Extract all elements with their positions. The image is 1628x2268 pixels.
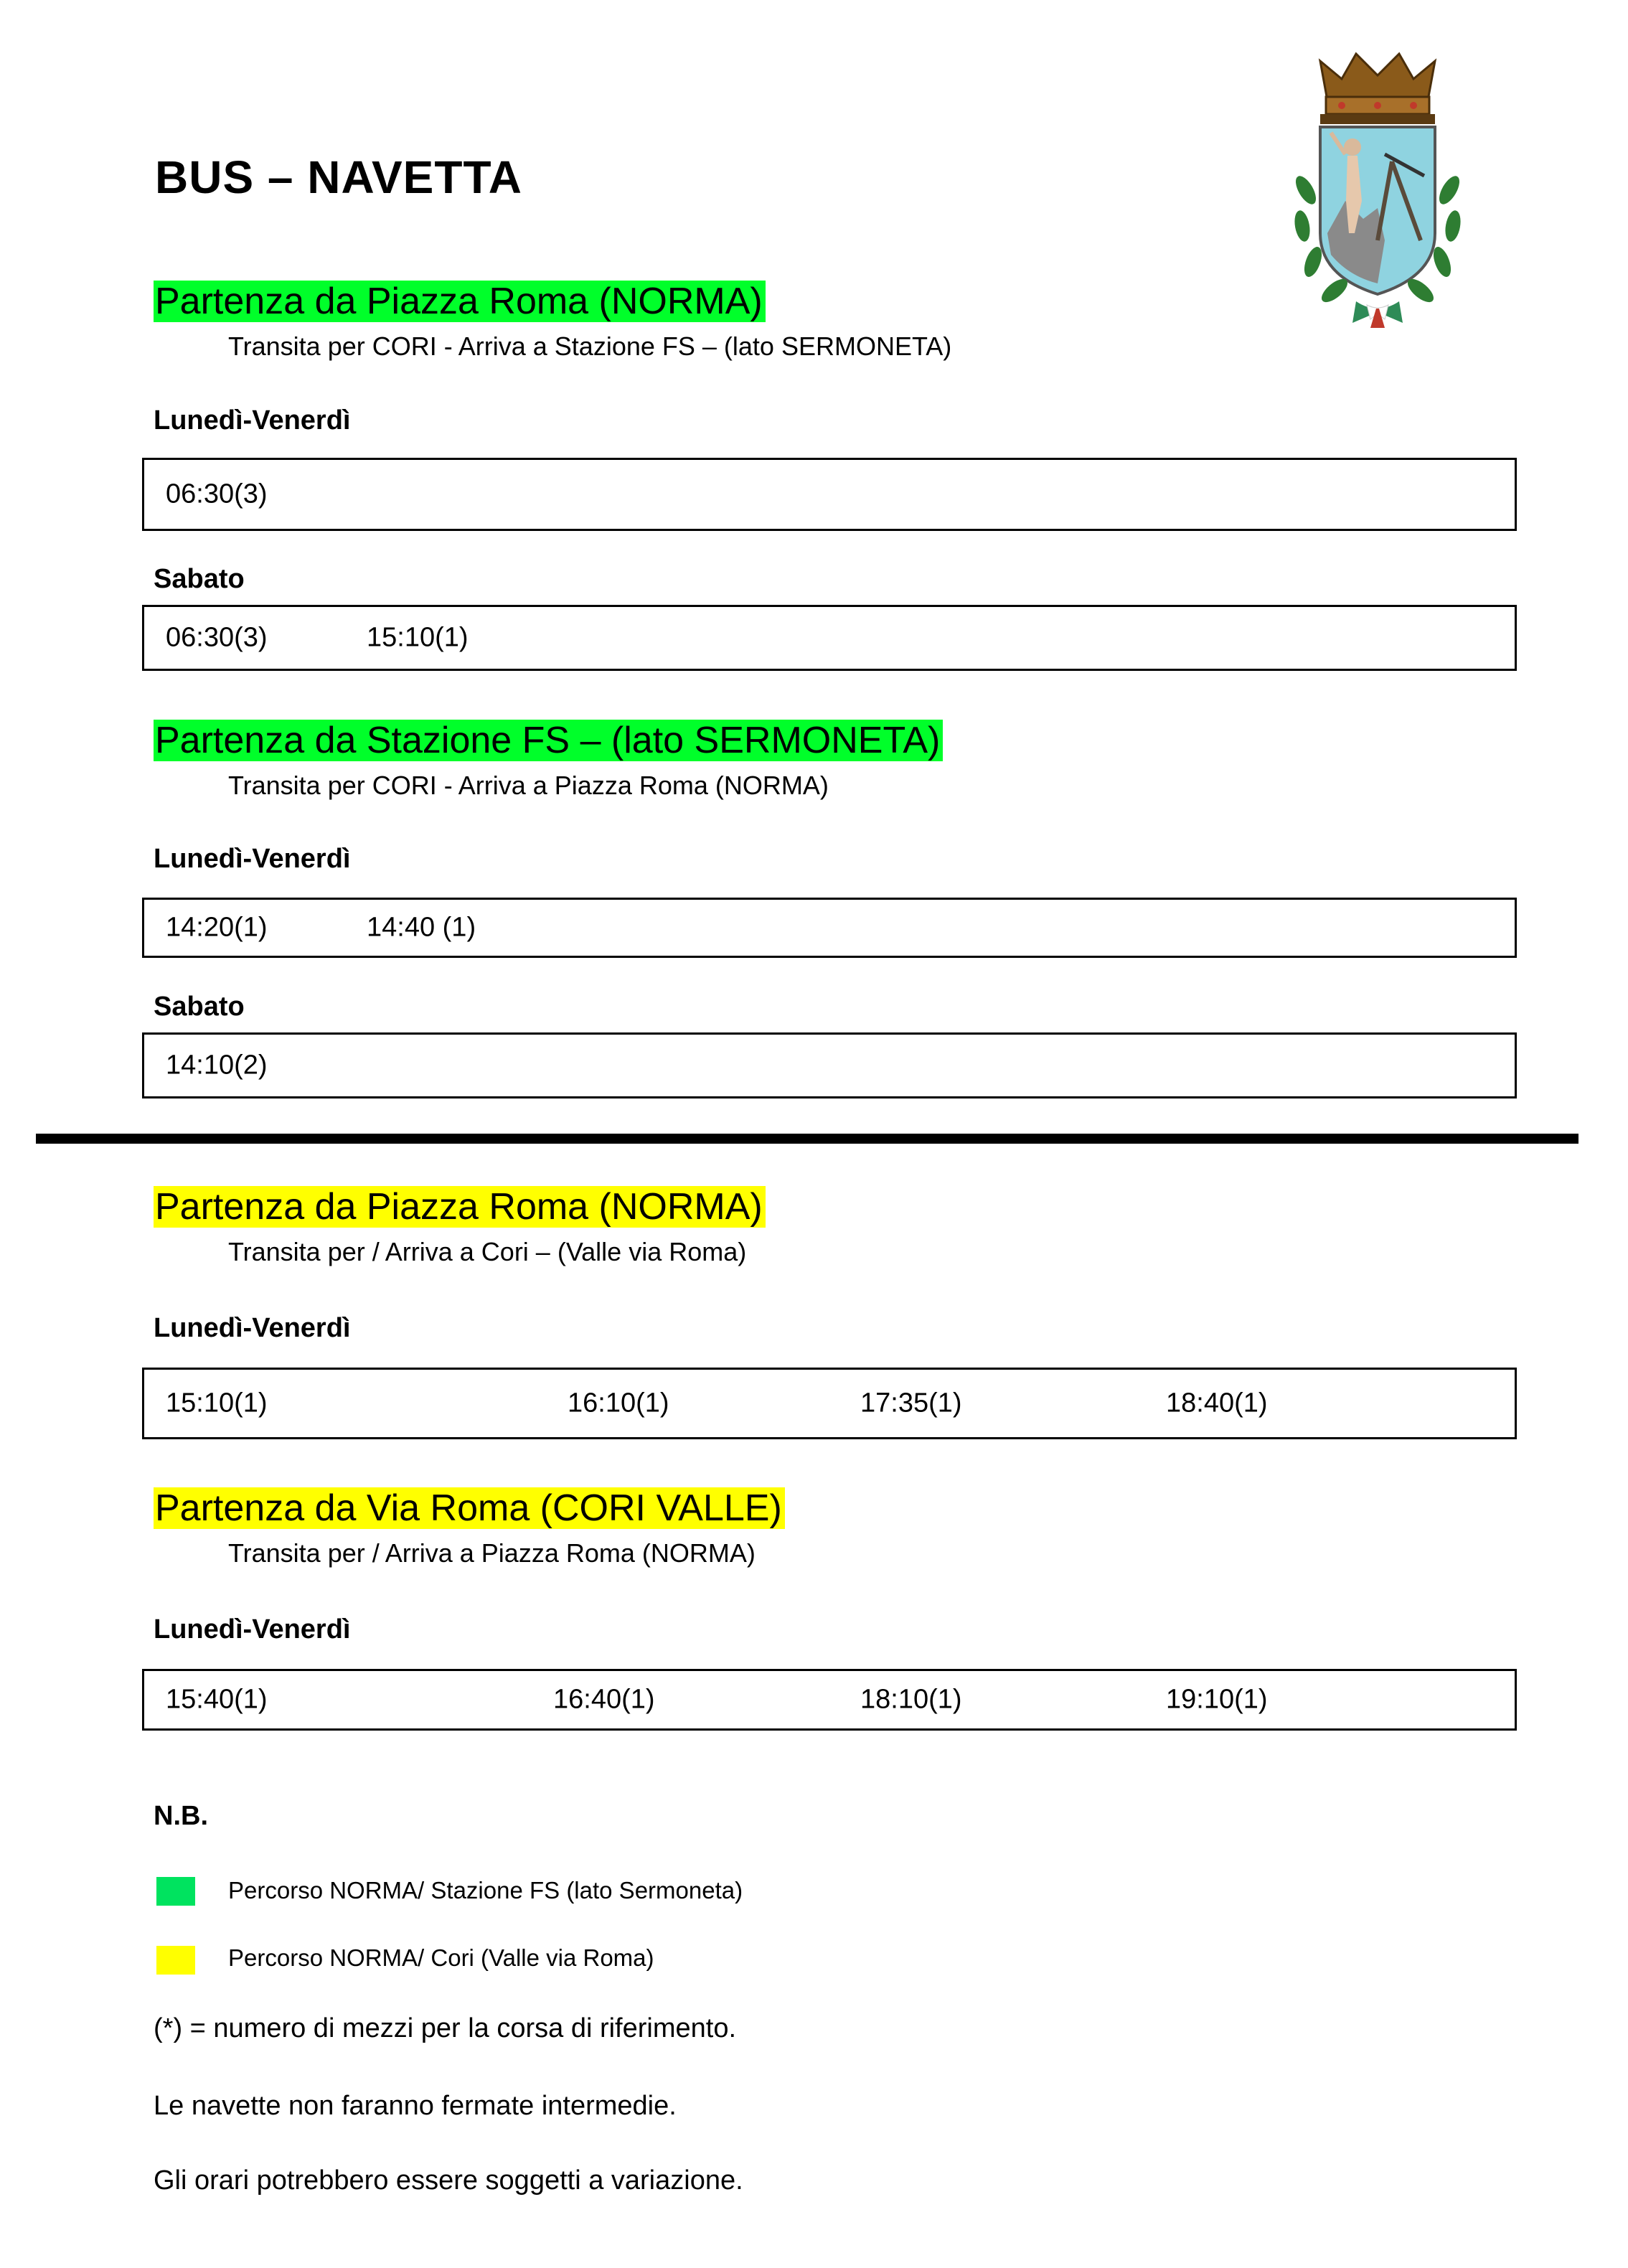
section-divider [36,1134,1578,1144]
route-description: Transita per CORI - Arriva a Piazza Roma (NORMA) [228,771,829,800]
timetable-box [142,458,1517,531]
legend-text-green: Percorso NORMA/ Stazione FS (lato Sermoneta) [228,1877,743,1904]
section-heading-text: Partenza da Via Roma (CORI VALLE) [154,1487,785,1529]
day-label: Lunedì-Venerdì [154,1614,351,1644]
route-description: Transita per / Arriva a Piazza Roma (NORMA) [228,1538,756,1568]
route-description: Transita per CORI - Arriva a Stazione FS – (lato SERMONETA) [228,331,952,361]
section-heading-2 [154,715,943,766]
coat-of-arms-emblem [1277,47,1478,334]
page-title: BUS – NAVETTA [155,151,522,203]
departure-time: 06:30(3) [166,622,268,653]
section-heading-text: Partenza da Piazza Roma (NORMA) [154,1186,766,1228]
note-asterisk: (*) = numero di mezzi per la corsa di riferimento. [154,2013,737,2043]
day-label: Sabato [154,564,245,594]
timetable-box [142,605,1517,671]
legend-swatch-green [156,1877,195,1906]
timetable-box [142,1032,1517,1098]
timetable-box [142,1669,1517,1731]
departure-time: 14:40 (1) [367,912,476,943]
notes-label: N.B. [154,1801,208,1831]
route-description: Transita per / Arriva a Cori – (Valle via Roma) [228,1237,747,1266]
departure-time: 16:40(1) [553,1684,655,1715]
departure-time: 16:10(1) [568,1388,669,1418]
departure-time: 15:10(1) [166,1388,268,1418]
timetable-box [142,898,1517,958]
departure-time: 18:10(1) [860,1684,962,1715]
day-label: Lunedì-Venerdì [154,1313,351,1343]
note-variation: Gli orari potrebbero essere soggetti a variazione. [154,2165,743,2196]
departure-time: 18:40(1) [1166,1388,1268,1418]
timetable-box [142,1368,1517,1439]
departure-time: 14:10(2) [166,1050,268,1081]
section-heading-3 [154,1181,766,1233]
section-heading-text: Partenza da Piazza Roma (NORMA) [154,281,766,322]
crown-icon [1320,54,1435,124]
section-heading-text: Partenza da Stazione FS – (lato SERMONETA) [154,720,943,761]
section-heading-1 [154,276,766,327]
day-label: Lunedì-Venerdì [154,405,351,436]
departure-time: 15:40(1) [166,1684,268,1715]
departure-time: 19:10(1) [1166,1684,1268,1715]
note-no-stops: Le navette non faranno fermate intermedie. [154,2091,677,2121]
legend-swatch-yellow [156,1946,195,1975]
section-heading-4 [154,1482,785,1534]
day-label: Lunedì-Venerdì [154,844,351,874]
departure-time: 06:30(3) [166,479,268,509]
departure-time: 17:35(1) [860,1388,962,1418]
legend-text-yellow: Percorso NORMA/ Cori (Valle via Roma) [228,1944,654,1971]
departure-time: 15:10(1) [367,622,469,653]
day-label: Sabato [154,992,245,1022]
departure-time: 14:20(1) [166,912,268,943]
